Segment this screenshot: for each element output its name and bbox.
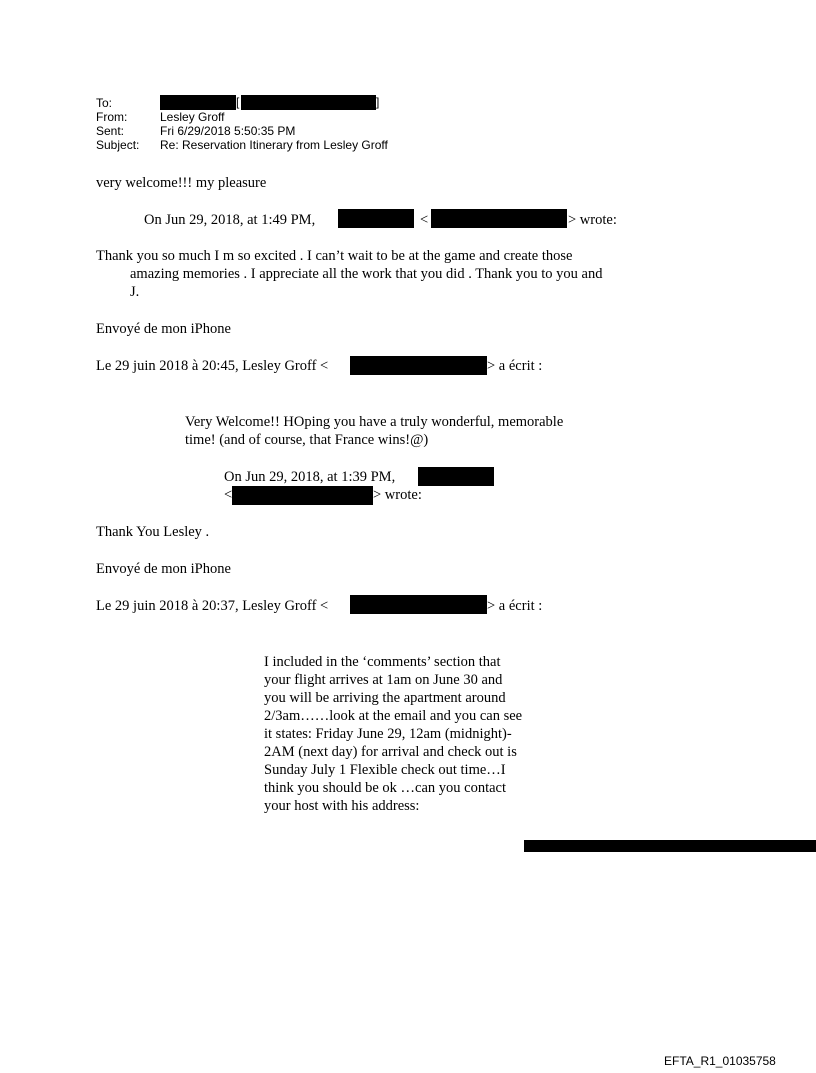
redaction-le2-email <box>350 595 487 614</box>
very-welcome-line2: time! (and of course, that France wins!@) <box>185 432 429 448</box>
to-label: To: <box>96 96 113 110</box>
redaction-quote2-email <box>232 486 373 505</box>
included-line6: 2AM (next day) for arrival and check out is <box>264 744 517 760</box>
very-welcome-line1: Very Welcome!! HOping you have a truly wonderful, memorable <box>185 414 564 430</box>
thankyou-line1: Thank you so much I m so excited . I can’t wait to be at the game and create those <box>96 248 573 264</box>
included-line8: think you should be ok …can you contact <box>264 780 507 796</box>
included-line2: your flight arrives at 1am on June 30 and <box>264 672 503 688</box>
reply-line: very welcome!!! my pleasure <box>96 175 267 191</box>
redaction-quote1-email <box>431 209 567 228</box>
to-bracket-close: ] <box>376 95 380 109</box>
subject-value: Re: Reservation Itinerary from Lesley Groff <box>160 138 388 152</box>
included-line7: Sunday July 1 Flexible check out time…I <box>264 762 506 778</box>
redaction-to-email <box>241 95 376 110</box>
redaction-host-address <box>524 840 816 852</box>
included-line3: you will be arriving the apartment around <box>264 690 506 706</box>
signature-iphone-2: Envoyé de mon iPhone <box>96 561 231 577</box>
quote1-lt: < <box>420 212 429 228</box>
thank-you-lesley: Thank You Lesley . <box>96 524 210 540</box>
le2-ecrit: > a écrit : <box>487 598 543 614</box>
thankyou-line2: amazing memories . I appreciate all the work that you did . Thank you to you and <box>130 266 603 282</box>
redaction-quote2-name <box>418 467 494 486</box>
le1-header: Le 29 juin 2018 à 20:45, Lesley Groff < <box>96 358 329 374</box>
included-line4: 2/3am……look at the email and you can see <box>264 708 523 724</box>
quote2-lt: < <box>224 487 233 503</box>
included-line9: your host with his address: <box>264 798 420 814</box>
document-id: EFTA_R1_01035758 <box>664 1054 776 1068</box>
signature-iphone-1: Envoyé de mon iPhone <box>96 321 231 337</box>
quote2-header: On Jun 29, 2018, at 1:39 PM, <box>224 469 396 485</box>
subject-label: Subject: <box>96 138 140 152</box>
le1-ecrit: > a écrit : <box>487 358 543 374</box>
included-line5: it states: Friday June 29, 12am (midnight)- <box>264 726 512 742</box>
redaction-to-name <box>160 95 236 110</box>
from-label: From: <box>96 110 128 124</box>
redaction-quote1-name <box>338 209 414 228</box>
to-bracket-open: [ <box>236 95 240 109</box>
sent-label: Sent: <box>96 124 125 138</box>
quote1-header: On Jun 29, 2018, at 1:49 PM, <box>144 212 316 228</box>
thankyou-line3: J. <box>130 284 140 300</box>
sent-value: Fri 6/29/2018 5:50:35 PM <box>160 124 296 138</box>
quote2-wrote: > wrote: <box>373 487 422 503</box>
from-value: Lesley Groff <box>160 110 225 124</box>
le2-header: Le 29 juin 2018 à 20:37, Lesley Groff < <box>96 598 329 614</box>
quote1-wrote: > wrote: <box>568 212 617 228</box>
included-line1: I included in the ‘comments’ section that <box>264 654 501 670</box>
redaction-le1-email <box>350 356 487 375</box>
